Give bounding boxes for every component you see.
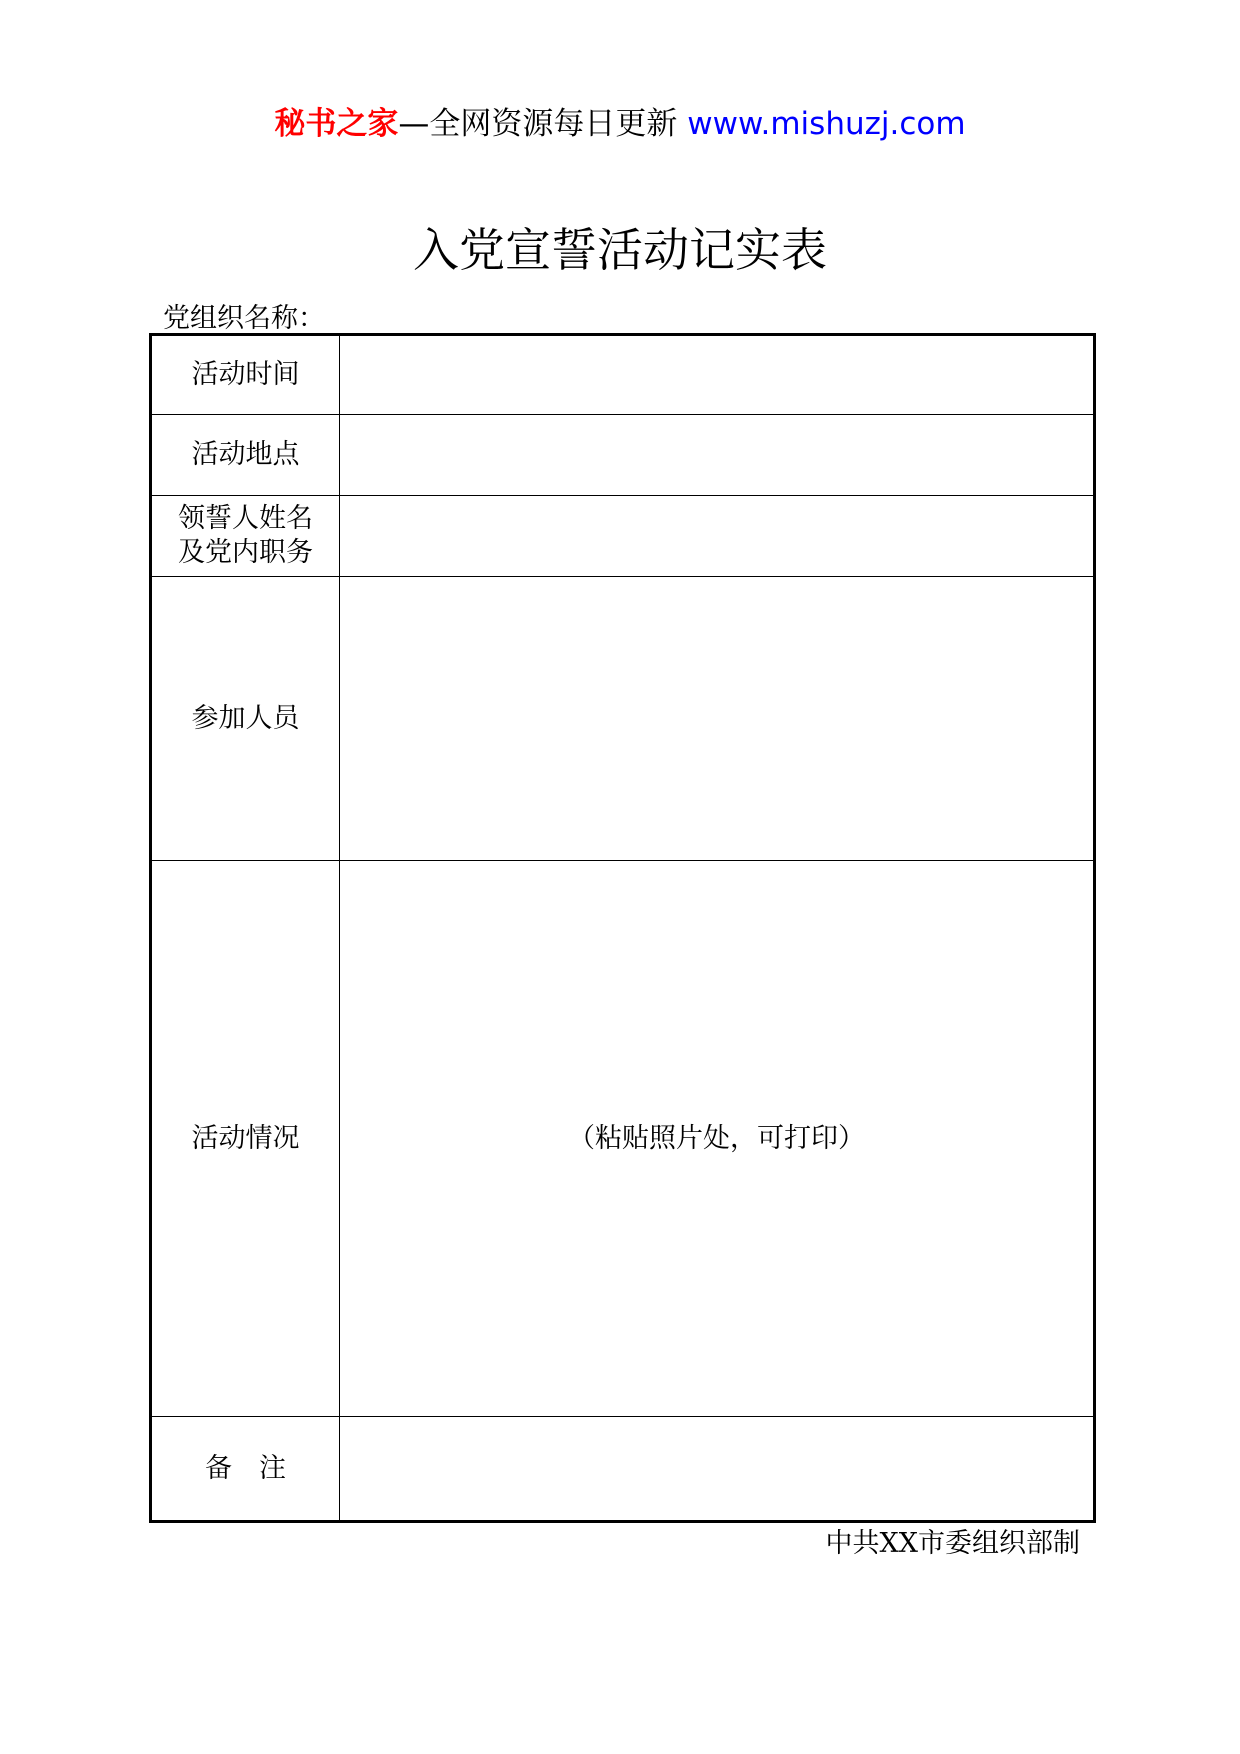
table-row: [151, 861, 1095, 1417]
activity-details-label: 活动情况: [151, 861, 340, 1417]
activity-time-field[interactable]: [340, 335, 1095, 415]
activity-location-field[interactable]: [340, 415, 1095, 496]
site-slogan: —全网资源每日更新: [398, 106, 678, 142]
site-brand: 秘书之家: [274, 106, 399, 142]
activity-location-label: 活动地点: [151, 415, 340, 496]
issuer-footer: 中共XX市委组织部制: [825, 1528, 1080, 1559]
oath-leader-label-line2: 及党内职务: [178, 537, 313, 568]
site-banner: [0, 100, 1240, 148]
oath-leader-label: [151, 496, 340, 577]
table-row: [151, 1417, 1095, 1522]
table-row: [151, 415, 1095, 496]
party-org-name-label: 党组织名称：: [163, 303, 325, 334]
site-url-link[interactable]: www.mishuzj.com: [687, 106, 966, 142]
participants-label: 参加人员: [151, 577, 340, 861]
oath-leader-label-line1: 领誓人姓名: [178, 503, 313, 534]
remarks-label: 备 注: [151, 1417, 340, 1522]
photo-placeholder-field[interactable]: （粘贴照片处，可打印）: [340, 861, 1095, 1417]
remarks-field[interactable]: [340, 1417, 1095, 1522]
record-form-table: [149, 333, 1096, 1523]
table-row: [151, 335, 1095, 415]
document-title: 入党宣誓活动记实表: [413, 223, 827, 277]
oath-leader-field[interactable]: [340, 496, 1095, 577]
participants-field[interactable]: [340, 577, 1095, 861]
table-row: [151, 496, 1095, 577]
activity-time-label: 活动时间: [151, 335, 340, 415]
table-row: [151, 577, 1095, 861]
